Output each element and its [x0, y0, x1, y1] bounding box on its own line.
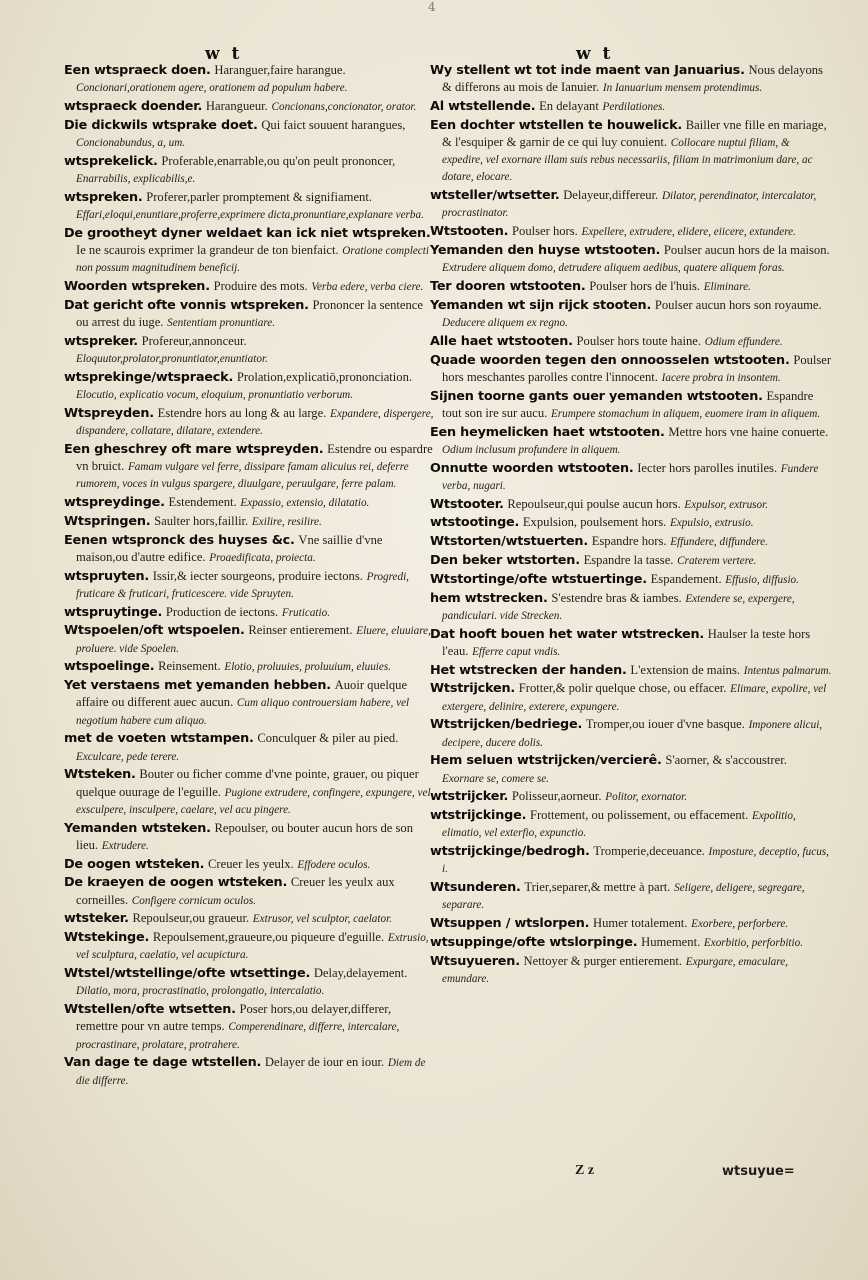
french-gloss: Haranguer,faire harangue.: [214, 63, 346, 77]
french-gloss: Espandre tout son ire sur aucu.: [442, 388, 814, 420]
headword: Die dickwils wtsprake doet.: [64, 117, 258, 133]
latin-gloss: Extrusio, vel sculptura, caelatio, vel acupictura.: [76, 932, 429, 962]
headword: Yemanden wtsteken.: [64, 820, 211, 836]
headword: wtsteller/wtsetter.: [430, 188, 560, 204]
dictionary-entry: [430, 278, 832, 295]
latin-gloss: Oratione complecti non possum magnitudinem beneficij.: [76, 245, 429, 275]
french-gloss: Delay,delayement.: [313, 966, 408, 981]
dictionary-entry: [64, 225, 436, 277]
latin-gloss: Craterem vertere.: [677, 554, 757, 567]
latin-gloss: Eluere, eluuiare, proluere. vide Spoelen.: [76, 625, 431, 655]
french-gloss: Proferable,enarrable,ou qu'on peult prononcer,: [161, 153, 396, 168]
right-column: [430, 62, 832, 989]
latin-gloss: Effari,eloqui,enuntiare,proferre,exprimere dicta,pronuntiare,explanare verba.: [76, 209, 424, 221]
dictionary-entry: [64, 117, 436, 151]
latin-gloss: Perdilationes.: [602, 101, 666, 113]
dictionary-entry: [64, 766, 436, 818]
headword: wtspruytinge.: [64, 604, 163, 620]
dictionary-entry: [430, 424, 832, 458]
dictionary-entry: [430, 934, 832, 951]
latin-gloss: Exorbere, perforbere.: [691, 918, 789, 931]
french-gloss: Reinsement.: [158, 659, 221, 674]
french-gloss: Iecter hors parolles inutiles.: [637, 460, 778, 475]
left-column: [64, 62, 436, 1090]
french-gloss: Humer totalement.: [593, 916, 688, 931]
headword: wtspraeck doender.: [64, 99, 203, 114]
dictionary-entry: [430, 662, 832, 679]
headword: wtsuppinge/ofte wtslorpinge.: [430, 934, 638, 950]
french-gloss: S'aorner, & s'accoustrer.: [665, 753, 787, 768]
running-header-right: w t: [576, 44, 614, 64]
headword: Ter dooren wtstooten.: [430, 279, 586, 294]
dictionary-entry: [64, 622, 436, 656]
dictionary-entry: [64, 604, 436, 621]
french-gloss: Poulser hors de l'huis.: [589, 279, 701, 293]
dictionary-entry: [430, 333, 832, 350]
headword: Dat hooft bouen het water wtstrecken.: [430, 626, 705, 642]
latin-gloss: Deducere aliquem ex regno.: [442, 317, 568, 329]
dictionary-entry: [430, 460, 832, 494]
dictionary-entry: [430, 680, 832, 714]
latin-gloss: Expulsio, extrusio.: [669, 517, 754, 530]
dictionary-entry: [64, 297, 436, 331]
headword: Wtsteken.: [64, 767, 136, 783]
french-gloss: Repoulser, ou bouter aucun hors de son lieu.: [76, 820, 414, 852]
latin-gloss: Comperendinare, differre, intercalare, procrastinare, prolatare, protrahere.: [76, 1021, 400, 1051]
french-gloss: Conculquer & piler au pied.: [257, 731, 399, 746]
latin-gloss: Expassio, extensio, dilatatio.: [240, 497, 370, 509]
latin-gloss: Concionari,orationem agere, orationem ad populum habere.: [76, 82, 348, 95]
french-gloss: Vne saillie d'vne maison,ou d'autre edifice.: [76, 532, 383, 564]
page-mark: 4: [428, 0, 436, 14]
latin-gloss: Erumpere stomachum in aliquem, euomere iram in aliquem.: [550, 407, 821, 420]
latin-gloss: Collocare nuptui filiam, & expedire, vel exornare illam suis rebus necessariis, filiam in matrimonium dare, ac dotare, elocare.: [442, 137, 813, 184]
running-header-left: w t: [205, 44, 243, 64]
dictionary-entry: [430, 788, 832, 805]
latin-gloss: Cum aliquo controuersiam habere, vel negotium habere cum aliquo.: [76, 697, 410, 727]
headword: wtsprekinge/wtspraeck.: [64, 369, 234, 385]
french-gloss: Polisseur,aorneur.: [511, 789, 602, 804]
headword: wtspoelinge.: [64, 659, 155, 675]
headword: Hem seluen wtstrijcken/vercierê.: [430, 753, 662, 769]
latin-gloss: Expandere, dispergere, dispandere, collatare, dilatare, extendere.: [76, 407, 434, 437]
headword: Wtsuyueren.: [430, 953, 520, 969]
headword: Wtstooter.: [430, 496, 504, 512]
headword: Wtstrijcken/bedriege.: [430, 717, 583, 733]
latin-gloss: Expellere, extrudere, elidere, eiicere, extundere.: [581, 226, 796, 239]
french-gloss: Repoulseur,qui poulse aucun hors.: [507, 496, 681, 511]
dictionary-entry: [430, 590, 832, 624]
latin-gloss: Expulsor, extrusor.: [684, 498, 769, 511]
dictionary-entry: [64, 658, 436, 675]
french-gloss: Poulser hors toute haine.: [576, 333, 702, 348]
latin-gloss: Extrudere.: [101, 839, 149, 852]
dictionary-entry: [430, 242, 832, 276]
french-gloss: Profereur,annonceur.: [141, 333, 247, 348]
headword: Een dochter wtstellen te houwelick.: [430, 117, 683, 133]
latin-gloss: Effusio, diffusio.: [725, 573, 799, 586]
dictionary-entry: [64, 405, 436, 439]
headword: Al wtstellende.: [430, 99, 536, 114]
french-gloss: Delayer de iour en iour.: [264, 1055, 385, 1070]
latin-gloss: Exornare se, comere se.: [442, 772, 549, 785]
dictionary-entry: [430, 297, 832, 331]
dictionary-entry: [64, 189, 436, 223]
dictionary-entry: [64, 532, 436, 566]
latin-gloss: Extendere se, expergere, pandiculari. vide Strecken.: [442, 592, 795, 622]
headword: wtsprekelick.: [64, 153, 158, 169]
dictionary-entry: [64, 153, 436, 187]
dictionary-entry: [430, 98, 832, 115]
latin-gloss: Effodere oculos.: [297, 858, 371, 871]
headword: Onnutte woorden wtstooten.: [430, 460, 634, 476]
latin-gloss: Exilire, resilire.: [251, 515, 322, 528]
latin-gloss: Exculcare, pede terere.: [76, 750, 180, 763]
latin-gloss: Odium effundere.: [704, 335, 783, 348]
dictionary-entry: [64, 441, 436, 493]
dictionary-entry: [64, 1054, 436, 1088]
french-gloss: Espandement.: [650, 571, 722, 586]
dictionary-entry: [430, 552, 832, 569]
dictionary-entry: [64, 856, 436, 873]
headword: Het wtstrecken der handen.: [430, 662, 627, 678]
headword: De grootheyt dyner weldaet kan ick niet wtspreken.: [64, 225, 431, 241]
latin-gloss: Pugione extrudere, confingere, expungere, vel exsculpere, insculpere, caelare, vel acu pingere.: [76, 786, 431, 816]
dictionary-entry: [64, 513, 436, 530]
headword: wtsteker.: [64, 911, 129, 927]
headword: Een wtspraeck doen.: [64, 63, 211, 78]
dictionary-entry: [64, 874, 436, 908]
french-gloss: Poser hors,ou delayer,differer, remettre pour vn autre temps.: [76, 1002, 392, 1034]
latin-gloss: In Ianuarium mensem protendimus.: [602, 82, 763, 95]
headword: Sijnen toorne gants ouer yemanden wtstooten.: [430, 388, 763, 404]
latin-gloss: Seligere, deligere, segregare, separare.: [442, 882, 805, 912]
french-gloss: En delayant: [539, 99, 599, 113]
dictionary-entry: [430, 843, 832, 877]
french-gloss: Poulser hors meschantes parolles contre l'innocent.: [442, 352, 832, 384]
latin-gloss: Famam vulgare vel ferre, dissipare famam alicuius rei, deferre rumorem, voces in vulgus spargere, diuulgare, peruulgare, ferre palam.: [76, 461, 409, 491]
latin-gloss: Effundere, diffundere.: [670, 536, 768, 549]
headword: Wtstel/wtstellinge/ofte wtsettinge.: [64, 966, 311, 982]
headword: wtspruyten.: [64, 568, 150, 584]
latin-gloss: Concionabundus, a, um.: [76, 137, 186, 149]
french-gloss: Frottement, ou polissement, ou effacement.: [529, 808, 749, 823]
headword: Wtspringen.: [64, 513, 151, 529]
dictionary-entry: [430, 388, 832, 422]
headword: Een heymelicken haet wtstooten.: [430, 424, 665, 440]
french-gloss: Poulser aucun hors de la maison.: [663, 243, 830, 257]
french-gloss: Saulter hors,faillir.: [154, 513, 249, 528]
french-gloss: Reinser entierement.: [248, 623, 353, 638]
headword: Wtstooten.: [430, 224, 509, 240]
dictionary-entry: [430, 807, 832, 841]
dictionary-entry: [64, 494, 436, 511]
dictionary-entry: [430, 953, 832, 987]
latin-gloss: Enarrabilis, explicabilis,e.: [76, 173, 196, 185]
latin-gloss: Extrusor, vel sculptor, caelator.: [252, 913, 393, 926]
latin-gloss: Fruticatio.: [281, 606, 331, 619]
dictionary-entry: [430, 496, 832, 513]
headword: wtstrijcker.: [430, 789, 509, 805]
french-gloss: Creuer les yeulx aux corneilles.: [76, 875, 395, 907]
french-gloss: Estendement.: [168, 495, 237, 509]
headword: wtstrijckinge/bedrogh.: [430, 844, 590, 860]
french-gloss: Frotter,& polir quelque chose, ou effacer.: [518, 681, 727, 696]
french-gloss: Tromper,ou iouer d'vne basque.: [585, 717, 745, 732]
latin-gloss: Expurgare, emaculare, emundare.: [442, 955, 788, 985]
latin-gloss: Verba edere, verba ciere.: [311, 281, 424, 293]
headword: Wtspoelen/oft wtspoelen.: [64, 623, 245, 639]
french-gloss: Trier,separer,& mettre à part.: [524, 880, 671, 895]
headword: Wtsunderen.: [430, 880, 521, 896]
dictionary-entry: [430, 571, 832, 588]
dictionary-entry: [64, 62, 436, 96]
french-gloss: Qui faict souuent harangues,: [261, 117, 406, 132]
latin-gloss: Imposture, deceptio, fucus, i.: [442, 846, 829, 876]
dictionary-entry: [430, 187, 832, 221]
french-gloss: Bailler vne fille en mariage, & l'esquiper & garnir de ce qui luy conuient.: [442, 117, 827, 149]
dictionary-entry: [64, 820, 436, 854]
dictionary-entry: [430, 915, 832, 932]
catchword: wtsuyue=: [722, 1164, 795, 1179]
dictionary-entry: [430, 223, 832, 240]
headword: Wtstrijcken.: [430, 681, 516, 697]
french-gloss: Tromperie,deceuance.: [593, 844, 705, 859]
headword: Van dage te dage wtstellen.: [64, 1055, 262, 1071]
dictionary-entry: [430, 879, 832, 913]
headword: Wtstorten/wtstuerten.: [430, 534, 588, 550]
dictionary-entry: [430, 62, 832, 96]
french-gloss: Espandre hors.: [591, 534, 667, 549]
french-gloss: Nettoyer & purger entierement.: [523, 953, 683, 968]
headword: Wy stellent wt tot inde maent van Januarius.: [430, 63, 745, 78]
headword: Wtstellen/ofte wtsetten.: [64, 1002, 236, 1018]
french-gloss: Auoir quelque affaire ou different auec aucun.: [76, 678, 408, 710]
headword: Wtsuppen / wtslorpen.: [430, 916, 590, 932]
dictionary-entry: [64, 369, 436, 403]
headword: Den beker wtstorten.: [430, 552, 580, 568]
latin-gloss: Diem de die differre.: [76, 1057, 426, 1087]
french-gloss: Nous delayons & differons au mois de Ianuier.: [442, 63, 823, 95]
latin-gloss: Concionans,concionator, orator.: [271, 101, 417, 113]
french-gloss: Production de iectons.: [165, 604, 279, 619]
dictionary-entry: [64, 1001, 436, 1053]
headword: Dat gericht ofte vonnis wtspreken.: [64, 297, 309, 313]
latin-gloss: Imponere alicui, decipere, ducere dolis.: [442, 719, 823, 749]
headword: Wtstekinge.: [64, 930, 150, 946]
french-gloss: Prononcer la sentence ou arrest du iuge.: [76, 297, 423, 329]
dictionary-entry: [430, 716, 832, 750]
dictionary-entry: [64, 568, 436, 602]
headword: Alle haet wtstooten.: [430, 333, 573, 349]
french-gloss: Repoulseur,ou graueur.: [132, 911, 250, 926]
latin-gloss: Fundere verba, nugari.: [442, 462, 819, 492]
dictionary-entry: [64, 730, 436, 764]
headword: wtstootinge.: [430, 515, 520, 531]
latin-gloss: Dilator, perendinator, intercalator, procrastinator.: [442, 190, 817, 220]
dictionary-entry: [64, 98, 436, 115]
french-gloss: Ie ne scaurois exprimer la grandeur de ton bienfaict.: [76, 243, 339, 257]
headword: met de voeten wtstampen.: [64, 731, 254, 747]
french-gloss: Prolation,explicatiō,prononciation.: [236, 369, 413, 384]
latin-gloss: Elotio, proluuies, proluuium, eluuies.: [224, 661, 392, 674]
headword: Yemanden wt sijn rijck stooten.: [430, 297, 652, 313]
headword: Wtstortinge/ofte wtstuertinge.: [430, 571, 647, 587]
headword: hem wtstrecken.: [430, 590, 548, 606]
headword: Woorden wtspreken.: [64, 279, 210, 294]
french-gloss: Harangueur.: [205, 99, 268, 113]
dictionary-entry: [430, 514, 832, 531]
latin-gloss: Eliminare.: [703, 281, 751, 293]
french-gloss: Proferer,parler promptement & signifiament.: [146, 189, 372, 204]
headword: wtspreken.: [64, 189, 143, 205]
latin-gloss: Efferre caput vndis.: [472, 645, 561, 658]
french-gloss: Humement.: [641, 934, 701, 949]
latin-gloss: Dilatio, mora, procrastinatio, prolongatio, intercalatio.: [76, 985, 325, 998]
french-gloss: Delayeur,differeur.: [563, 188, 659, 203]
latin-gloss: Expolitio, elimatio, vel exterfio, expunctio.: [442, 810, 796, 840]
latin-gloss: Extrudere aliquem domo, detrudere aliquem aedibus, quatere aliquem foras.: [442, 262, 785, 275]
french-gloss: Mettre hors vne haine conuerte.: [668, 424, 829, 439]
french-gloss: Poulser hors.: [512, 224, 578, 239]
dictionary-entry: [430, 752, 832, 786]
french-gloss: S'estendre bras & iambes.: [551, 590, 682, 605]
dictionary-entry: [430, 533, 832, 550]
french-gloss: Expulsion, poulsement hors.: [522, 515, 667, 530]
latin-gloss: Proaedificata, proiecta.: [209, 551, 316, 564]
french-gloss: Haulser la teste hors l'eau.: [442, 626, 811, 658]
latin-gloss: Sententiam pronuntiare.: [167, 317, 276, 329]
headword: wtspreker.: [64, 333, 138, 349]
headword: Quade woorden tegen den onnoosselen wtstooten.: [430, 352, 790, 368]
latin-gloss: Odium inclusum profundere in aliquem.: [442, 443, 621, 456]
dictionary-entry: [430, 117, 832, 186]
latin-gloss: Configere cornicum oculos.: [131, 894, 256, 907]
latin-gloss: Exorbitio, perforbitio.: [703, 936, 804, 949]
signature-mark: Z z: [575, 1163, 595, 1178]
french-gloss: Creuer les yeulx.: [208, 856, 294, 871]
dictionary-entry: [430, 626, 832, 660]
headword: Yet verstaens met yemanden hebben.: [64, 678, 331, 694]
french-gloss: Espandre la tasse.: [583, 552, 674, 567]
french-gloss: Repoulsement,graueure,ou piqueure d'eguille.: [152, 930, 385, 945]
headword: Een gheschrey oft mare wtspreyden.: [64, 441, 324, 457]
headword: Wtspreyden.: [64, 405, 154, 421]
dictionary-entry: [64, 278, 436, 295]
french-gloss: Estendre ou espardre vn bruict.: [76, 441, 433, 473]
french-gloss: Estendre hors au long & au large.: [157, 405, 327, 420]
dictionary-entry: [64, 965, 436, 999]
headword: wtstrijckinge.: [430, 808, 527, 824]
headword: De oogen wtsteken.: [64, 856, 205, 872]
latin-gloss: Politor, exornator.: [605, 791, 687, 804]
dictionary-entry: [64, 929, 436, 963]
latin-gloss: Eloquutor,prolator,pronuntiator,enuntiator.: [76, 353, 268, 365]
dictionary-entry: [64, 333, 436, 367]
latin-gloss: Intentus palmarum.: [743, 664, 832, 677]
headword: wtspreydinge.: [64, 495, 165, 510]
latin-gloss: Progredi, fruticare & fruticari, fruticescere. vide Spruyten.: [76, 570, 409, 600]
dictionary-entry: [64, 677, 436, 729]
french-gloss: Issir,& iecter sourgeons, produire iectons.: [152, 568, 363, 583]
french-gloss: Poulser aucun hors son royaume.: [654, 297, 822, 312]
latin-gloss: Elocutio, explicatio vocum, eloquium, pronuntiatio verborum.: [76, 389, 354, 401]
french-gloss: Bouter ou ficher comme d'vne pointe, grauer, ou piquer quelque ouurage de l'eguille.: [76, 767, 419, 799]
french-gloss: L'extension de mains.: [630, 662, 741, 677]
latin-gloss: Elimare, expolire, vel extergere, delinire, exterere, expungere.: [442, 683, 827, 713]
dictionary-entry: [64, 910, 436, 927]
latin-gloss: Iacere probra in insontem.: [661, 371, 781, 384]
headword: De kraeyen de oogen wtsteken.: [64, 875, 288, 891]
headword: Eenen wtspronck des huyses &c.: [64, 532, 295, 548]
french-gloss: Produire des mots.: [213, 279, 308, 293]
headword: Yemanden den huyse wtstooten.: [430, 243, 661, 258]
dictionary-entry: [430, 352, 832, 386]
